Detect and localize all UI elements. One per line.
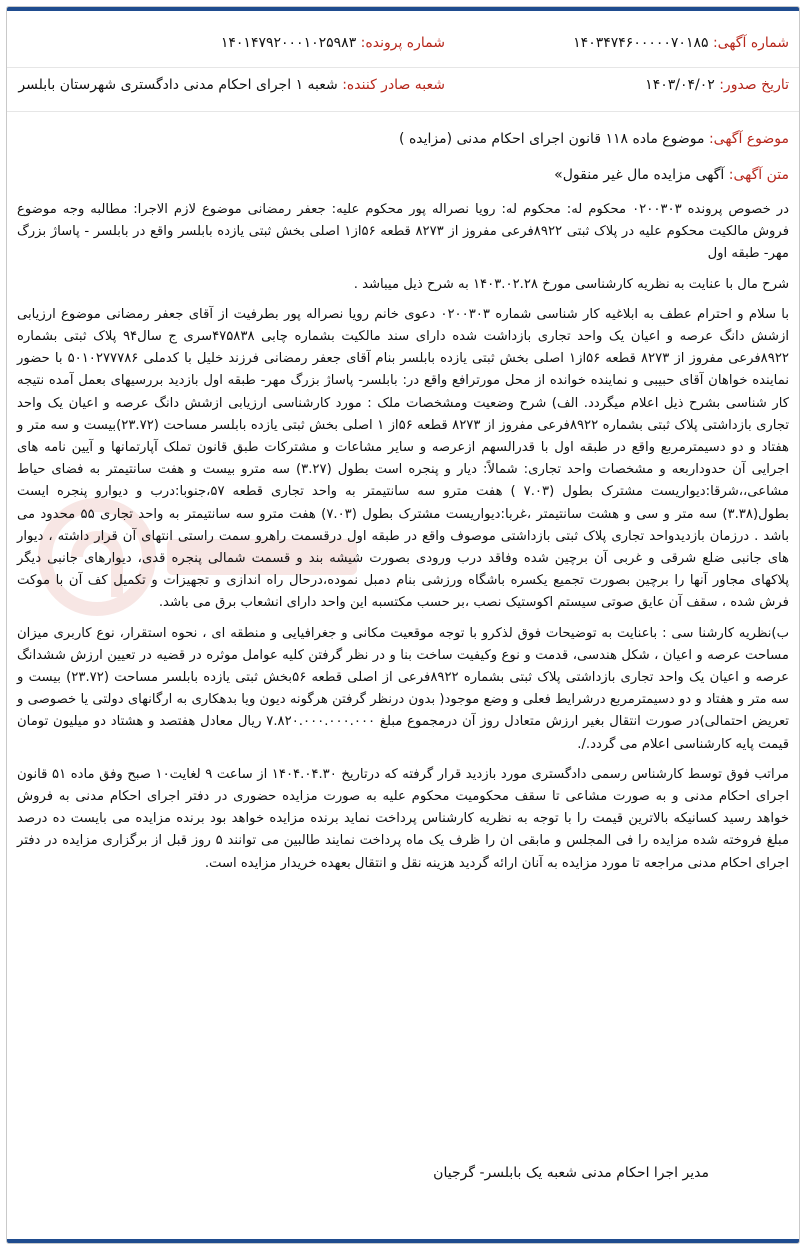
- notice-text-label: متن آگهی:: [728, 167, 789, 183]
- top-frame-bar: [7, 7, 799, 11]
- notice-page: [6, 6, 800, 1244]
- paragraph-property-intro: شرح مال با عنایت به نظریه کارشناسی مورخ ۱۴۰۳.۰۲.۲۸ به شرح ذیل میباشد .: [353, 276, 789, 292]
- notice-number-label: شماره آگهی:: [712, 35, 789, 51]
- paragraph-case-details: در خصوص پرونده ۰۲۰۰۳۰۳ محکوم له: محکوم له: رویا نصراله پور محکوم علیه: جعفر رمضانی موضوع لازم الاجرا: مطالبه وجه موضوع فروش مالکیت محکوم علیه در پلاک ثبتی ۸۹۲۲فرعی مفروز از ۸۲۷۳ قطعه ۵۶از۱ اصلی بخش ثبتی یازده بابلسر واقع در بابلسر - پاساژ بزرگ مهر- طبقه اول: [17, 202, 789, 262]
- notice-body: [17, 199, 789, 883]
- case-number-label: شماره پرونده:: [360, 35, 445, 51]
- notice-subject-label: موضوع آگهی:: [708, 131, 789, 147]
- notice-subject: [399, 131, 789, 147]
- bottom-frame-bar: [7, 1239, 799, 1243]
- issue-date-value: ۱۴۰۳/۰۴/۰۲: [645, 77, 715, 93]
- issuing-branch: [18, 77, 445, 93]
- issue-date-label: تاریخ صدور:: [719, 77, 789, 93]
- case-number: [221, 35, 445, 51]
- notice-number-value: ۱۴۰۳۴۷۴۶۰۰۰۰۰۷۰۱۸۵: [573, 35, 709, 51]
- notice-text-title: آگهی مزایده مال غیر منقول»: [554, 167, 725, 183]
- issue-date: [645, 77, 789, 93]
- header-divider: [7, 67, 799, 68]
- notice-number: [573, 35, 789, 51]
- case-number-value: ۱۴۰۱۴۷۹۲۰۰۰۱۰۲۵۹۸۳: [220, 35, 357, 51]
- paragraph-auction-terms: مراتب فوق توسط کارشناس رسمی دادگستری مورد بازدید قرار گرفته که درتاریخ ۱۴۰۴.۰۴.۳۰ از ساعت ۹ لغایت۱۰ صبح وفق ماده ۵۱ قانون اجرای احکام مدنی و به صورت مشاعی تا سقف محکومیت محکوم علیه به صورت مزایده حضوری در دفتر اجرای احکام مدنی به فروش خواهد رسید کسانیکه بالاترین قیمت را با توجه به نظریه کارشناس پرداخت نماید برنده مزایده خواهد بود برنده مزایده می بایست ده درصد مبلغ فروخته شده مزایده را فی المجلس و مابقی ان را ظرف یک ماه پرداخت نمایند طالبین می توانند ۵ روز قبل از برگزاری مزایده در دفتر اجرای احکام مدنی مراجعه تا مورد مزایده به آنان ارائه گردید هزینه نقل و انتقال بعهده خریدار مزایده است.: [17, 766, 790, 871]
- issuing-branch-label: شعبه صادر کننده:: [342, 77, 445, 93]
- header-divider-2: [7, 111, 799, 112]
- notice-subject-value: موضوع ماده ۱۱۸ قانون اجرای احکام مدنی (مزایده ): [399, 131, 705, 147]
- notice-text-heading: [554, 167, 789, 183]
- paragraph-expert-opinion: ب)نظریه کارشنا سی : باعنایت به توضیحات فوق لذکرو با توجه موقعیت مکانی و جغرافیایی و منطقه ای ، نحوه استقرار، نوع کاربری میزان مساحت عرصه و اعیان ، شکل هندسی، قدمت و نوع وکیفیت ساخت بنا و در نظر گرفتن کلیه عوامل موثره در قضیه در تعیین ارزش ششدانگ عرصه و اعیان یک واحد تجاری بازداشتی پلاک ثبتی بشماره ۸۹۲۲فرعی از اصلی قطعه ۵۶بخش ثبتی یازده بابلسر مساحت (۲۳.۷۲) بیست و سه متر و هفتاد و دو دسیمترمربع درشرایط فعلی و وضع موجود( بدون درنظر گرفتن هرگونه دیون ویا بدهکاری به ارگانهای دولتی یا خصوصی و تعریض احتمالی)در صورت انتقال بغیر ارزش متعادل روز آن درمجموع مبلغ ۷.۸۲۰.۰۰۰.۰۰۰.۰۰۰ ریال معادل هفتصد و هشتاد دو میلیون تومان قیمت پایه کارشناسی اعلام می گردد./.: [17, 625, 790, 752]
- issuing-branch-value: شعبه ۱ اجرای احکام مدنی دادگستری شهرستان بابلسر: [18, 77, 338, 93]
- signature-line: مدیر اجرا احکام مدنی شعبه یک بابلسر- گرجیان: [433, 1165, 709, 1181]
- paragraph-expert-description: با سلام و احترام عطف به ابلاغیه کار شناسی شماره ۰۲۰۰۳۰۳ دعوی خانم رویا نصراله پور بطرفیت از آقای جعفر رمضانی موضوع ارزیابی ازشش دانگ عرصه و اعیان یک واحد تجاری بازداشت شده دارای سند مالکیت بشماره چابی ۴۷۵۸۳۸سری ج سال۹۴ پلاک ثبتی بشماره ۸۹۲۲فرعی مفروز از ۸۲۷۳ قطعه ۵۶از۱ اصلی بخش ثبتی یازده بابلسر بنام آقای جعفر رمضانی فرزند خلیل با کدملی ۵۰۱۰۲۷۷۷۸۶ با حضور نماینده خواهان آقای حبیبی و نماینده خوانده از محل مورترافع واقع در: بابلسر- پاساژ بزرگ مهر- طبقه اول بازدید بررسیهای بعمل آمده نتیجه کار شناسی بشرح ذیل اعلام میگردد. الف) شرح وضعیت ومشخصات ملک : مورد کارشناسی ارزیابی ازشش دانگ عرصه و اعیان یک واحد تجاری بازداشتی پلاک ثبتی بشماره ۸۹۲۲فرعی مفروز از ۸۲۷۳ قطعه ۵۶از ۱ اصلی بخش ثبتی یازده بابلسر مساحت (۲۳.۷۲)بیست و سه متر و هفتاد و دو دسیمترمربع واقع در طبقه اول با قدرالسهم ازعرصه و سایر مشاعات و مشترکات طبق قانون تملک آپارتمانها و آیین نامه های اجرایی آن حدوداربعه و مشخصات واحد تجاری: شمالاً: دیار و پنجره است بطول (۳.۲۷) سه مترو بیست و هفت سانتیمتر به فضای حیاط مشاعی،،شرقا:دیواریست مشترک بطول (۷.۰۳ ) هفت مترو سه سانتیمتر به واحد تجاری قطعه ۵۷،جنوبا:درب و دیوارو پنجره ایست بطول(۳.۳۸) سه متر و سی و هشت سانتیمتر ،غربا:دیواریست مشترک بطول (۷.۰۳) هفت مترو سه سانتیمتر به واحد تجاری ۵۵ محدود می باشد . درزمان بازدیدواحد تجاری پلاک ثبتی بازداشتی موصوف واقع در طبقه اول درقسمت راهرو سمت راستی انتهای آن قرار داشته ، دیوار های جانبی ضلع شرقی و غربی آن برچین شده وفاقد درب ورودی بصورت شیشه بند و قسمت شمالی پنجره قدی، دیوارهای جانبی دیگر پلاکهای مجاور آنها را برچین بصورت تجمیع یکسره باشگاه ورزشی بنام دمبل نموده،درحال راه اندازی و تجهیزات و تکمیل کف آن با موکت فرش شده ، سقف آن عایق صوتی سیستم اکوستیک نصب ،بر حسب مکتسبه این واحد دارای انشعاب برق می باشد.: [17, 306, 789, 611]
